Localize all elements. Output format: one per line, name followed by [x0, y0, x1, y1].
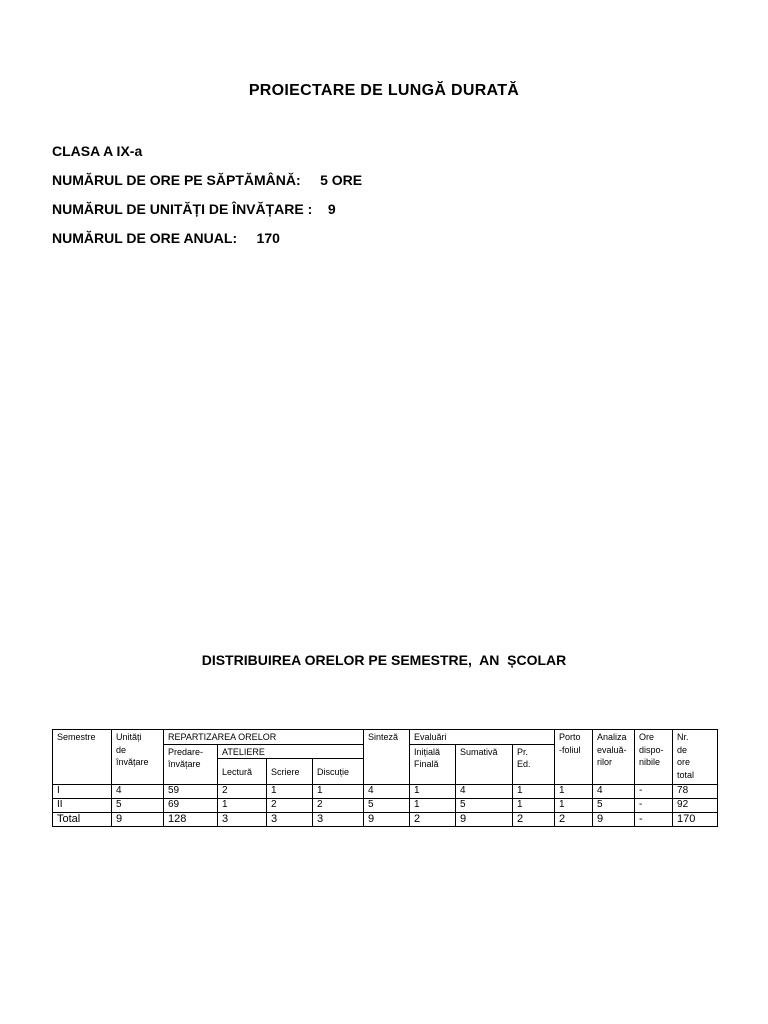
header-sinteza: Sinteză — [364, 730, 410, 785]
cell-lectura: 1 — [218, 799, 267, 813]
cell-predare: 128 — [164, 813, 218, 827]
cell-analiza: 4 — [593, 785, 635, 799]
cell-lectura: 3 — [218, 813, 267, 827]
info-unitati-invatare: NUMĂRUL DE UNITĂȚI DE ÎNVĂȚARE : 9 — [52, 201, 336, 217]
cell-sumativa: 4 — [456, 785, 513, 799]
cell-pr-ed: 2 — [513, 813, 555, 827]
cell-sinteza: 4 — [364, 785, 410, 799]
header-unitati: Unități de învățare — [112, 730, 164, 785]
cell-portofoliu: 1 — [555, 799, 593, 813]
cell-initiala: 1 — [410, 785, 456, 799]
cell-unitati: 9 — [112, 813, 164, 827]
table-row — [53, 785, 718, 799]
cell-scriere: 1 — [267, 785, 313, 799]
info-clasa: CLASA A IX-a — [52, 143, 143, 159]
distribution-table — [52, 729, 718, 827]
header-scriere: Scriere — [267, 759, 313, 785]
cell-pr-ed: 1 — [513, 785, 555, 799]
cell-predare: 59 — [164, 785, 218, 799]
info-ore-anual: NUMĂRUL DE ORE ANUAL: 170 — [52, 230, 280, 246]
cell-predare: 69 — [164, 799, 218, 813]
cell-semestru: I — [53, 785, 112, 799]
cell-total: 92 — [673, 799, 718, 813]
cell-total: 170 — [673, 813, 718, 827]
cell-unitati: 5 — [112, 799, 164, 813]
info-ore-saptamana: NUMĂRUL DE ORE PE SĂPTĂMÂNĂ: 5 ORE — [52, 172, 363, 188]
header-initiala: Inițială Finală — [410, 744, 456, 785]
header-pr-ed: Pr. Ed. — [513, 744, 555, 785]
header-analiza: Analiza evaluă- rilor — [593, 730, 635, 785]
cell-ore-disponibile: - — [635, 785, 673, 799]
cell-initiala: 2 — [410, 813, 456, 827]
header-portofoliu: Porto -foliul — [555, 730, 593, 785]
cell-semestru: II — [53, 799, 112, 813]
cell-sinteza: 5 — [364, 799, 410, 813]
cell-initiala: 1 — [410, 799, 456, 813]
header-lectura: Lectură — [218, 759, 267, 785]
cell-ore-disponibile: - — [635, 813, 673, 827]
table-subtitle: DISTRIBUIREA ORELOR PE SEMESTRE, AN ȘCOLAR — [201, 652, 567, 668]
cell-sumativa: 9 — [456, 813, 513, 827]
cell-portofoliu: 2 — [555, 813, 593, 827]
header-nr-ore-total: Nr. de ore total — [673, 730, 718, 785]
cell-pr-ed: 1 — [513, 799, 555, 813]
cell-analiza: 9 — [593, 813, 635, 827]
cell-scriere: 2 — [267, 799, 313, 813]
cell-sumativa: 5 — [456, 799, 513, 813]
cell-discutie: 1 — [313, 785, 364, 799]
header-predare: Predare- învățare — [164, 744, 218, 785]
cell-semestru: Total — [53, 813, 112, 827]
cell-ore-disponibile: - — [635, 799, 673, 813]
header-repartizarea: REPARTIZAREA ORELOR — [164, 730, 364, 745]
header-discutie: Discuție — [313, 759, 364, 785]
header-semestre: Semestre — [53, 730, 112, 785]
header-sumativa: Sumativă — [456, 744, 513, 785]
header-ateliere: ATELIERE — [218, 744, 364, 759]
cell-discutie: 2 — [313, 799, 364, 813]
table-row-total — [53, 813, 718, 827]
cell-lectura: 2 — [218, 785, 267, 799]
cell-sinteza: 9 — [364, 813, 410, 827]
cell-scriere: 3 — [267, 813, 313, 827]
cell-portofoliu: 1 — [555, 785, 593, 799]
cell-analiza: 5 — [593, 799, 635, 813]
cell-discutie: 3 — [313, 813, 364, 827]
document-title: PROIECTARE DE LUNGĂ DURATĂ — [248, 82, 520, 99]
cell-unitati: 4 — [112, 785, 164, 799]
header-ore-disponibile: Ore dispo- nibile — [635, 730, 673, 785]
header-evaluari: Evaluări — [410, 730, 555, 745]
table-row — [53, 799, 718, 813]
cell-total: 78 — [673, 785, 718, 799]
